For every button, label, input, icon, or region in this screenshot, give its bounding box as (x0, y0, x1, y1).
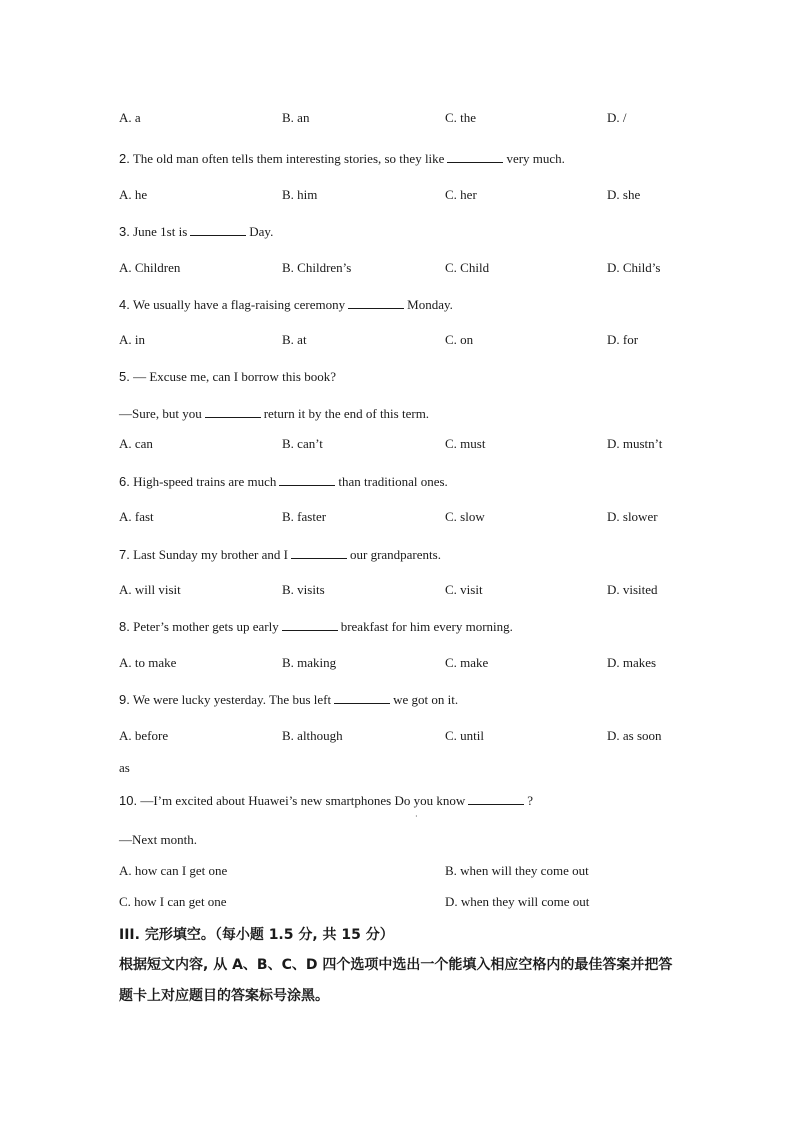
q10-number: 10. (119, 793, 138, 808)
q9-option-c: C. until (445, 728, 485, 743)
section-3-instruction: 根据短文内容, 从 A、B、C、D 四个选项中选出一个能填入相应空格内的最佳答案并把答题卡上对应题目的答案标号涂黑。 (119, 957, 673, 1004)
q4-option-d: D. for (607, 332, 639, 347)
q9-option-d-wrap: as (119, 760, 130, 775)
q9-blank (334, 691, 390, 704)
q7-text-after: our grandparents. (349, 547, 441, 562)
q5-option-a: A. can (119, 436, 153, 451)
q4-number: 4. (119, 297, 130, 312)
q10-blank (468, 792, 524, 805)
q4-blank (348, 296, 404, 309)
q3-stem (119, 223, 273, 240)
q10-text-after: ? (527, 793, 534, 808)
q10-option-c: C. how I can get one (119, 894, 227, 909)
q8-option-a: A. to make (119, 655, 177, 670)
q1-option-a: A. a (119, 110, 141, 125)
q5-blank (205, 405, 261, 418)
q1-option-b: B. an (282, 110, 310, 125)
q6-option-c: C. slow (445, 509, 485, 524)
q6-stem (119, 473, 448, 490)
q4-option-a: A. in (119, 332, 145, 347)
q10-option-b: B. when will they come out (445, 863, 589, 878)
q1-option-c: C. the (445, 110, 477, 125)
q8-text-before: Peter’s mother gets up early (133, 619, 279, 634)
q1-option-d: D. / (607, 110, 627, 125)
q7-blank (291, 546, 347, 559)
q5-option-d: D. mustn’t (607, 436, 663, 451)
q9-option-b: B. although (282, 728, 343, 743)
section-3-title: III. 完形填空。（每小题 1.5 分, 共 15 分） (119, 927, 394, 943)
q6-text-after: than traditional ones. (338, 474, 448, 489)
q2-option-d: D. she (607, 187, 641, 202)
q9-number: 9. (119, 692, 130, 707)
q6-blank (279, 473, 335, 486)
q7-number: 7. (119, 547, 130, 562)
q5-number: 5. (119, 369, 130, 384)
q10-option-d: D. when they will come out (445, 894, 590, 909)
q2-option-b: B. him (282, 187, 318, 202)
q3-blank (190, 223, 246, 236)
q4-option-c: C. on (445, 332, 474, 347)
q2-text-before: The old man often tells them interesting stories, so they like (132, 151, 445, 166)
q10-text-before: —I’m excited about Huawei’s new smartphones Do you know (140, 793, 466, 808)
q2-option-c: C. her (445, 187, 477, 202)
q6-option-a: A. fast (119, 509, 154, 524)
q5-response (119, 405, 429, 422)
q3-number: 3. (119, 224, 130, 239)
q7-option-b: B. visits (282, 582, 325, 597)
q8-option-b: B. making (282, 655, 337, 670)
q9-text-after: we got on it. (393, 692, 459, 707)
q3-text-before: June 1st is (133, 224, 188, 239)
q8-stem (119, 618, 513, 635)
q5-line1: — Excuse me, can I borrow this book? (133, 369, 336, 384)
q9-stem (119, 691, 458, 708)
q6-option-d: D. slower (607, 509, 658, 524)
q6-text-before: High-speed trains are much (133, 474, 277, 489)
q5-option-b: B. can’t (282, 436, 323, 451)
stray-dot: · (415, 812, 418, 821)
q6-option-b: B. faster (282, 509, 327, 524)
q2-text-after: very much. (506, 151, 565, 166)
q4-text-before: We usually have a flag-raising ceremony (132, 297, 346, 312)
q5-line2-after: return it by the end of this term. (263, 406, 430, 421)
q8-blank (282, 618, 338, 631)
q7-option-a: A. will visit (119, 582, 181, 597)
q10-response: —Next month. (119, 832, 197, 847)
q5-line2-before: —Sure, but you (119, 406, 202, 421)
q3-option-a: A. Children (119, 260, 181, 275)
q4-text-after: Monday. (407, 297, 453, 312)
q2-stem (119, 150, 565, 167)
q9-text-before: We were lucky yesterday. The bus left (132, 692, 332, 707)
q3-text-after: Day. (249, 224, 274, 239)
q4-option-b: B. at (282, 332, 307, 347)
q8-text-after: breakfast for him every morning. (340, 619, 513, 634)
q2-option-a: A. he (119, 187, 148, 202)
q7-text-before: Last Sunday my brother and I (133, 547, 288, 562)
q8-option-d: D. makes (607, 655, 657, 670)
q2-number: 2. (119, 151, 130, 166)
q9-option-d: D. as soon (607, 728, 662, 743)
q8-option-c: C. make (445, 655, 489, 670)
q10-stem (119, 792, 533, 809)
q6-number: 6. (119, 474, 130, 489)
q10-option-a: A. how can I get one (119, 863, 228, 878)
q7-stem (119, 546, 441, 563)
q5-option-c: C. must (445, 436, 486, 451)
q7-option-d: D. visited (607, 582, 658, 597)
q3-option-c: C. Child (445, 260, 490, 275)
q8-number: 8. (119, 619, 130, 634)
q5-stem (119, 369, 336, 385)
q9-option-a: A. before (119, 728, 169, 743)
q2-blank (447, 150, 503, 163)
q7-option-c: C. visit (445, 582, 483, 597)
q4-stem (119, 296, 453, 313)
q3-option-d: D. Child’s (607, 260, 661, 275)
q3-option-b: B. Children’s (282, 260, 352, 275)
